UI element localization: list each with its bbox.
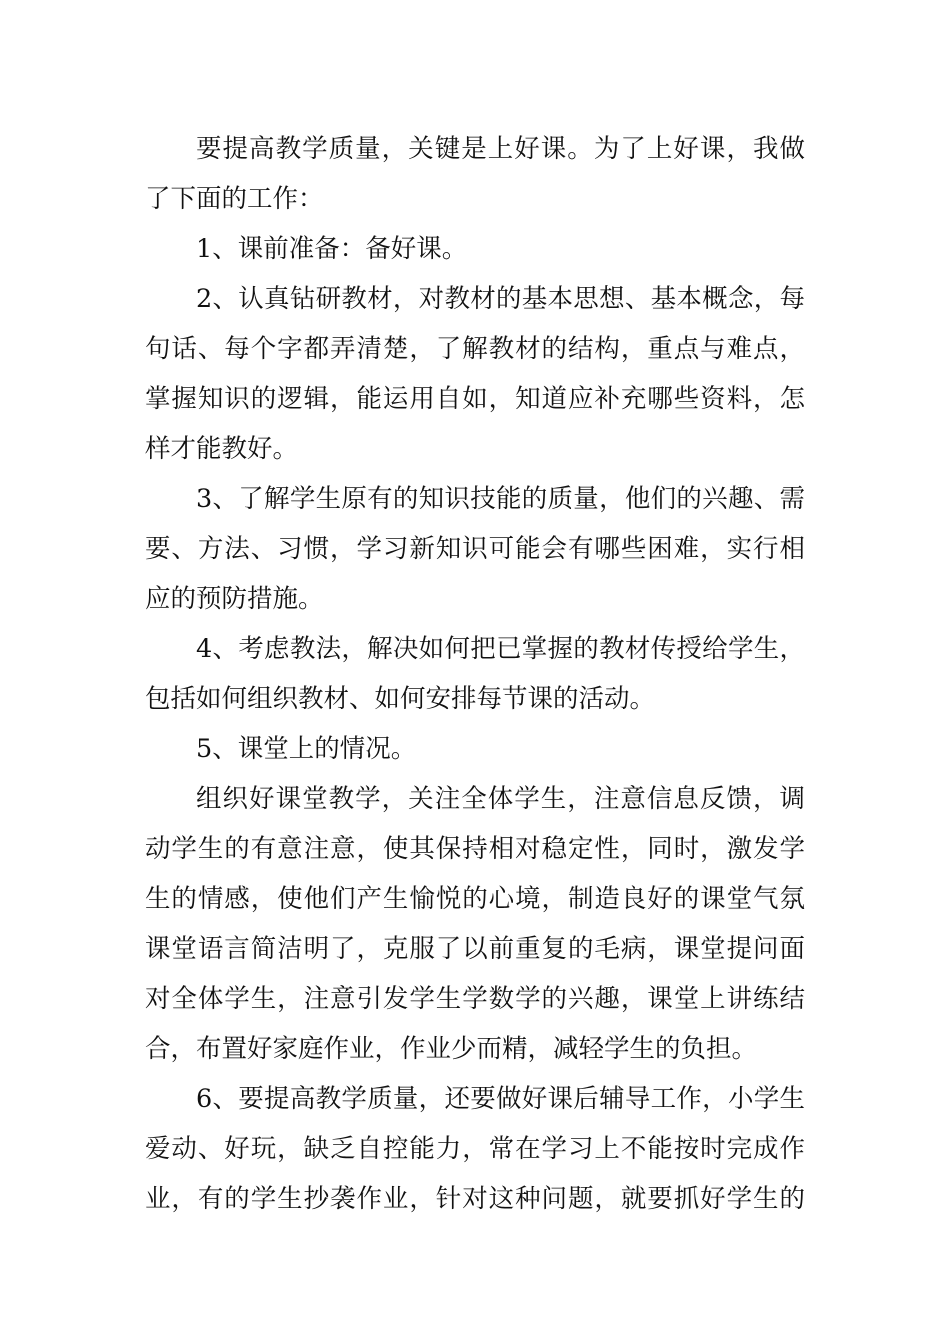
paragraph-item-4	[145, 624, 805, 724]
text-line: 5、课堂上的情况。	[196, 734, 417, 764]
text-line: 爱动、好玩，缺乏自控能力，常在学习上不能按时完成作	[145, 1134, 805, 1164]
text-line: 掌握知识的逻辑，能运用自如，知道应补充哪些资料，怎	[145, 384, 805, 414]
text-line: 业，有的学生抄袭作业，针对这种问题，就要抓好学生的	[145, 1184, 805, 1214]
paragraph-item-2	[145, 274, 805, 474]
document-body	[145, 124, 805, 1224]
paragraph-classroom	[145, 774, 805, 1074]
text-line: 组织好课堂教学，关注全体学生，注意信息反馈，调	[196, 784, 805, 814]
text-line: 6、要提高教学质量，还要做好课后辅导工作，小学生	[196, 1084, 805, 1114]
paragraph-item-5	[145, 724, 805, 774]
text-line: 合，布置好家庭作业，作业少而精，减轻学生的负担。	[145, 1034, 758, 1064]
paragraph-item-3	[145, 474, 805, 624]
text-line: 课堂语言简洁明了，克服了以前重复的毛病，课堂提问面	[145, 934, 805, 964]
text-line: 对全体学生，注意引发学生学数学的兴趣，课堂上讲练结	[145, 984, 805, 1014]
text-line: 2、认真钻研教材，对教材的基本思想、基本概念，每	[196, 284, 805, 314]
text-line: 要、方法、习惯，学习新知识可能会有哪些困难，实行相	[145, 534, 805, 564]
text-line: 3、了解学生原有的知识技能的质量，他们的兴趣、需	[196, 484, 805, 514]
text-line: 动学生的有意注意，使其保持相对稳定性，同时，激发学	[145, 834, 805, 864]
text-line: 1、课前准备：备好课。	[196, 234, 468, 264]
text-line: 了下面的工作：	[145, 184, 324, 214]
text-line: 应的预防措施。	[145, 584, 324, 614]
paragraph-intro	[145, 124, 805, 224]
text-line: 生的情感，使他们产生愉悦的心境，制造良好的课堂气氛	[145, 884, 805, 914]
text-line: 4、考虑教法，解决如何把已掌握的教材传授给学生，	[196, 634, 805, 664]
text-line: 要提高教学质量，关键是上好课。为了上好课，我做	[196, 134, 805, 164]
text-line: 句话、每个字都弄清楚，了解教材的结构，重点与难点，	[145, 334, 805, 364]
text-line: 包括如何组织教材、如何安排每节课的活动。	[145, 684, 656, 714]
text-line: 样才能教好。	[145, 434, 299, 464]
paragraph-item-6	[145, 1074, 805, 1224]
paragraph-item-1	[145, 224, 805, 274]
